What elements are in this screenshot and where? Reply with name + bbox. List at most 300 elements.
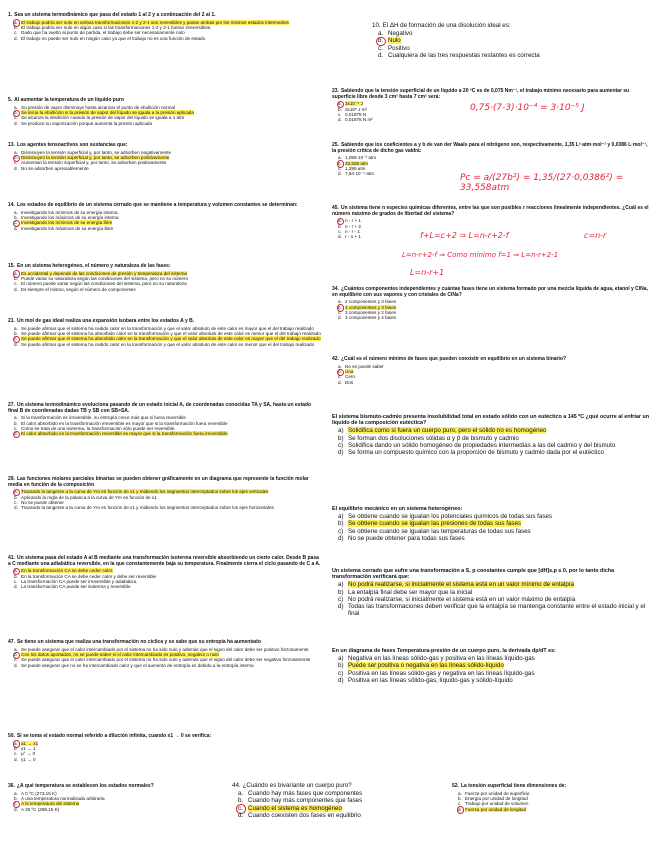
option-text: Trabajo por unidad de volumen bbox=[465, 801, 529, 807]
option-letter: b) bbox=[338, 434, 344, 442]
option-letter: a. bbox=[14, 646, 18, 652]
highlighted-answer-text: Solidifica como si fuera un cuerpo puro, pero el sólido no es homogéneo bbox=[348, 427, 547, 435]
option-letter: c. bbox=[14, 220, 21, 225]
highlighted-answer-text: Trazando la tangente a la curva de Ym en función de x1 y midiendo los segmentos interceptados sobre los ejes verticales bbox=[21, 489, 269, 495]
option-text: En la transformación CA se debe ceder calor y debe ser reversible bbox=[21, 573, 157, 579]
option-letter: d. bbox=[14, 120, 18, 126]
answer-option-c bbox=[338, 528, 650, 535]
option-letter: a. bbox=[14, 149, 18, 155]
answer-options bbox=[238, 790, 412, 819]
option-text: Solidifica dando un sólido homogéneo de propiedades intermedias a las del cadmio y del bismuto bbox=[348, 441, 616, 449]
highlighted-answer-text: Es accidental y depende de las condiciones de presión y temperatura del sistema bbox=[21, 270, 187, 276]
option-letter: d. bbox=[14, 662, 18, 668]
option-text: Energía por unidad de longitud bbox=[465, 796, 528, 801]
option-letter: b. bbox=[378, 37, 388, 44]
option-text: Negativa en las líneas sólido-gas y positiva en las líneas líquido-gas bbox=[348, 655, 535, 663]
question-text: El equilibrio mecánico en un sistema heterogéneo: bbox=[332, 506, 463, 512]
question-34 bbox=[332, 287, 650, 321]
option-text: Cuando coexisten dos fases en equilibrio bbox=[248, 811, 361, 819]
option-text: Positivo bbox=[388, 44, 410, 52]
answer-option-d bbox=[378, 52, 650, 59]
option-text: No se puede obtener para todas sus fases bbox=[348, 534, 465, 542]
question-44 bbox=[232, 782, 412, 819]
option-letter: d. bbox=[14, 806, 18, 812]
question-title bbox=[8, 203, 321, 209]
option-letter: a. bbox=[14, 489, 21, 494]
option-text: 1,059·10⁻³ atm bbox=[345, 155, 377, 161]
answer-options bbox=[338, 427, 650, 456]
option-letter: d. bbox=[14, 341, 18, 347]
answer-options bbox=[14, 568, 321, 590]
option-text: No se adsorben apreciablemente bbox=[21, 165, 89, 171]
question-title bbox=[332, 287, 650, 298]
highlighted-answer-text: 3x10⁻⁵ J bbox=[345, 101, 363, 107]
answer-option-d bbox=[14, 807, 208, 812]
option-letter: c. bbox=[14, 336, 21, 341]
answer-option-d bbox=[338, 677, 650, 684]
option-letter: c. bbox=[238, 805, 248, 812]
option-letter: b) bbox=[338, 520, 344, 528]
question-text: ¿A qué temperatura se establecen los estados normales? bbox=[16, 783, 154, 789]
answer-option-d bbox=[14, 166, 321, 171]
option-text: Se puede afirmar que el sistema ha cedido calor en la transformación y que el valor absoluto de este calor es menor que el del trabajo realizado bbox=[21, 341, 315, 347]
option-letter: a. bbox=[14, 20, 21, 25]
option-letter: b. bbox=[458, 796, 462, 801]
option-text: Disminuyen la tensión superficial y, por tanto, se adsorben negativamente bbox=[21, 149, 172, 155]
answer-options bbox=[338, 364, 650, 386]
option-letter: c. bbox=[14, 115, 18, 121]
answer-options bbox=[338, 513, 650, 542]
question-1 bbox=[8, 13, 321, 41]
option-text: Todas las transformaciones deben verificar que la entalpía se mantenga constante entre el estado inicial y el final bbox=[348, 603, 646, 618]
option-letter: c. bbox=[14, 160, 18, 166]
handwritten-q45-derivation: L=n-r+2-f ⇒ Como mínimo f=1 ⇒ L=n-r+2-1 bbox=[402, 251, 559, 259]
option-letter: a) bbox=[338, 581, 344, 589]
option-text: Aplicando la regla de la palanca a la curva de Ym en función de x1 bbox=[21, 494, 157, 500]
option-letter: b. bbox=[338, 305, 345, 310]
highlighted-answer-text: Cuando el sistema es homogéneo bbox=[248, 804, 342, 812]
answer-options bbox=[338, 299, 650, 321]
option-text: La transformación CA puede ser irreversible y adiabática bbox=[21, 579, 137, 584]
question-10 bbox=[372, 22, 650, 59]
option-letter: c) bbox=[338, 441, 344, 449]
option-text: No se puede saber bbox=[345, 363, 384, 369]
option-letter: b. bbox=[14, 25, 18, 30]
option-letter: b) bbox=[338, 588, 344, 596]
question-52 bbox=[452, 784, 648, 812]
option-letter: c. bbox=[14, 657, 18, 663]
answer-options bbox=[14, 20, 321, 42]
option-letter: b. bbox=[338, 223, 342, 229]
answer-option-d bbox=[14, 121, 321, 126]
option-letter: c) bbox=[338, 595, 344, 603]
question-sistema-cerrado bbox=[332, 568, 650, 617]
option-letter: c. bbox=[14, 751, 18, 757]
option-text: 7,84·10⁻⁴ atm bbox=[345, 171, 374, 177]
option-letter: a. bbox=[458, 790, 462, 796]
question-47 bbox=[8, 640, 321, 668]
question-title bbox=[232, 782, 412, 789]
question-title bbox=[8, 640, 321, 646]
option-letter: c. bbox=[14, 579, 18, 584]
question-text: Un mol de gas ideal realiza una expansión isobara entre los estados A y B. bbox=[16, 318, 195, 324]
highlighted-answer-text: Se inicia la ebullición si la presión de vapor del líquido se iguala a la presión aplicada bbox=[21, 110, 194, 115]
question-text: Las funciones molares parciales binarias se pueden obtener gráficamente en un diagrama que represente la función molar media en función de la composición bbox=[8, 476, 309, 488]
answer-options bbox=[14, 741, 321, 763]
answer-option-d bbox=[238, 812, 412, 819]
question-text: ¿Cuál es el número mínimo de fases que pueden coexistir en equilibrio en un sistema binario? bbox=[340, 356, 567, 362]
option-text: Puede variar su naturaleza según las condiciones del sistema, pero no su número bbox=[21, 276, 189, 281]
option-letter: c. bbox=[338, 310, 342, 315]
option-text: Cero bbox=[345, 374, 355, 380]
option-letter: b. bbox=[238, 797, 244, 805]
question-text: Un sistema pasa del estado A al B mediante una transformación isoterma reversible absorbiendo un cierto calor. Desde B pasa a C mediante una adiabática reversible, en la que constantemente baja su temperatura. Finalmente cierra el ciclo pasando de C a A. bbox=[8, 555, 321, 567]
handwritten-q23-calc: 0,75·(7-3)·10⁻⁴ = 3·10⁻⁵ J bbox=[470, 103, 585, 113]
option-text: Positiva en las líneas sólido-gas y negativa en las líneas líquido-gas bbox=[348, 669, 535, 677]
option-letter: d. bbox=[338, 171, 342, 177]
option-letter: d. bbox=[14, 431, 21, 436]
option-letter: d. bbox=[238, 811, 244, 819]
option-letter: a. bbox=[378, 30, 384, 38]
question-5 bbox=[8, 98, 321, 126]
option-text: Como se trata de una isoterma, la transformación sólo puede ser reversible. bbox=[21, 426, 176, 431]
question-21 bbox=[8, 319, 321, 347]
highlighted-answer-text: Fuerza por unidad de longitud bbox=[465, 806, 527, 812]
highlighted-answer-text: Una bbox=[345, 369, 354, 374]
option-text: Cualquiera de las tres respuestas restantes es correcta bbox=[388, 51, 540, 59]
option-text: 1,295 atm bbox=[345, 166, 366, 171]
question-title bbox=[8, 13, 321, 19]
question-title bbox=[8, 264, 321, 270]
option-text: Se obtiene cuando se igualan las temperaturas de todas sus fases bbox=[348, 527, 531, 535]
question-text: Al aumentar la temperatura de un líquido puro bbox=[14, 97, 124, 103]
option-letter: b. bbox=[338, 369, 345, 374]
question-number: 52. bbox=[452, 783, 459, 789]
option-letter: a. bbox=[338, 101, 345, 106]
question-title bbox=[8, 403, 321, 414]
answer-option-b bbox=[338, 520, 650, 527]
option-letter: c) bbox=[338, 669, 344, 677]
answer-options bbox=[14, 489, 321, 511]
option-letter: d. bbox=[14, 584, 18, 590]
question-text: Sea un sistema termodinámico que pasa del estado 1 al 2 y a continuación del 2 al 1. bbox=[14, 12, 216, 18]
option-letter: d. bbox=[14, 756, 18, 762]
question-36 bbox=[8, 784, 208, 812]
option-text: Positiva en las líneas sólido-gas, líquido-gas y sólido-líquido bbox=[348, 676, 513, 684]
question-text: ¿Cuántos componentes independientes y cuántas fases tiene un sistema formado por una mezcla líquida de agua, etanol y ClNa, en equilibrio con sus vapores y con cristales de ClNa? bbox=[332, 286, 648, 298]
highlighted-answer-text: No podrá realizarse, si inicialmente el sistema está en un valor mínimo de entalpía bbox=[348, 581, 574, 589]
answer-option-a bbox=[338, 513, 650, 520]
option-letter: a. bbox=[14, 271, 21, 276]
question-text: En un sistema heterogéneo, el número y naturaleza de las fases: bbox=[16, 263, 171, 269]
answer-options bbox=[458, 791, 648, 813]
option-letter: b. bbox=[14, 110, 21, 115]
question-27 bbox=[8, 403, 321, 437]
question-text: La tensión superficial tiene dimensiones de: bbox=[460, 783, 567, 789]
option-letter: d. bbox=[14, 505, 18, 511]
option-text: A 0 ºC (273,15 K) bbox=[21, 790, 57, 796]
option-text: n - r + 2 bbox=[345, 223, 361, 229]
option-text: γ1 → 0 bbox=[21, 756, 36, 762]
option-text: Se alcanza la ebullición cuando la presión de vapor del líquido se iguala a 1 atm bbox=[21, 115, 185, 121]
question-title bbox=[332, 206, 650, 217]
question-text: Un sistema termodinámico evoluciona pasando de un estado inicial A, de coordenadas conocidas TA y SA, hasta un estado final B de coordenadas dadas TB y SB con SB>SA. bbox=[8, 402, 312, 414]
option-letter: a) bbox=[338, 427, 344, 435]
answer-option-d bbox=[14, 663, 321, 668]
answer-option-b bbox=[338, 589, 650, 596]
option-letter: c. bbox=[458, 801, 462, 807]
option-text: Su presión de vapor disminuye hasta alcanzar el punto de ebullición normal bbox=[21, 104, 175, 110]
answer-option-c bbox=[338, 442, 650, 449]
option-text: Cuando hay más componentes que fases bbox=[248, 797, 363, 805]
option-text: Se puede asegurar que el calor intercambiado por el sistema no ha sido nulo y además que el signo del calor debe ser positivo forzosamente bbox=[21, 646, 309, 652]
option-text: 3 componentes y 4 fases bbox=[345, 315, 397, 321]
option-letter: b. bbox=[14, 215, 18, 220]
option-text: n - r - 1 bbox=[345, 229, 360, 234]
option-letter: c. bbox=[338, 374, 342, 380]
option-letter: c. bbox=[338, 112, 342, 117]
option-letter: b. bbox=[14, 494, 18, 500]
question-title bbox=[8, 477, 321, 488]
option-letter: d. bbox=[338, 315, 342, 321]
answer-option-a bbox=[338, 655, 650, 662]
option-text: El calor absorbido en la transformación irreversible es mayor que si la transformación fuera reversible bbox=[21, 420, 228, 426]
answer-options bbox=[14, 415, 321, 437]
option-letter: b. bbox=[338, 106, 342, 112]
option-text: Investigando los mínimos de su energía interna bbox=[21, 209, 118, 215]
option-letter: d) bbox=[338, 449, 344, 457]
answer-option-d bbox=[14, 342, 321, 347]
answer-option-d bbox=[338, 535, 650, 542]
question-title bbox=[372, 22, 650, 29]
answer-option-b bbox=[238, 797, 412, 804]
question-42 bbox=[332, 357, 650, 385]
option-letter: b. bbox=[14, 276, 18, 281]
option-text: Se puede asegurar que el calor intercambiado por el sistema no ha sido nulo y además que el signo del calor debe ser negativo forzosamente bbox=[21, 657, 311, 663]
highlighted-answer-text: A la temperatura del sistema bbox=[21, 801, 80, 807]
answer-option-d bbox=[458, 807, 648, 812]
option-text: r - n + 1 bbox=[345, 234, 361, 240]
option-text: Es siempre el mismo, según el número de componentes bbox=[21, 286, 136, 292]
option-text: A 25 ºC (298,15 K) bbox=[21, 806, 60, 812]
answer-option-b bbox=[338, 435, 650, 442]
question-text: Los agentes tensoactivos son sustancias que: bbox=[16, 142, 128, 148]
option-text: No se puede obtener bbox=[21, 500, 64, 505]
option-letter: b. bbox=[14, 746, 18, 751]
highlighted-answer-text: En la transformación CA se debe ceder calor. bbox=[21, 568, 114, 574]
option-letter: c. bbox=[14, 801, 21, 806]
option-letter: b. bbox=[14, 573, 18, 579]
option-letter: a) bbox=[338, 513, 344, 521]
question-number: 1. bbox=[8, 12, 13, 18]
option-text: γ1 → 1 bbox=[21, 746, 36, 751]
option-letter: d. bbox=[458, 807, 465, 812]
question-title bbox=[8, 143, 321, 149]
highlighted-answer-text: El trabajo podría ser nulo en ambas transformaciones 1-2 y 2-1 son reversibles y pasan ambas por los mismos estados intermedios bbox=[21, 19, 289, 25]
option-text: Dos bbox=[345, 379, 354, 385]
question-title bbox=[332, 506, 650, 512]
option-letter: c. bbox=[338, 229, 342, 234]
question-29 bbox=[8, 477, 321, 511]
option-text: Se obtiene cuando se igualan los potenciales químicos de todas sus fases bbox=[348, 513, 552, 521]
question-title bbox=[332, 357, 650, 363]
option-text: 3 componentes y 2 fases bbox=[345, 310, 397, 315]
option-letter: d) bbox=[338, 676, 344, 684]
answer-option-d bbox=[14, 36, 321, 41]
answer-options bbox=[14, 326, 321, 348]
question-number: 45. bbox=[332, 205, 339, 211]
question-title bbox=[8, 734, 321, 740]
option-letter: a. bbox=[338, 218, 345, 223]
answer-options bbox=[14, 210, 321, 232]
option-text: Dado que ha vuelto al punto de partida, el trabajo debe ser necesariamente nulo bbox=[21, 30, 185, 36]
option-letter: c. bbox=[14, 281, 18, 287]
question-number: 10. bbox=[372, 22, 381, 29]
answer-option-d bbox=[14, 226, 321, 231]
answer-option-d bbox=[14, 757, 321, 762]
answer-options bbox=[14, 105, 321, 127]
option-letter: b. bbox=[14, 331, 18, 336]
option-letter: c) bbox=[338, 527, 344, 535]
answer-options bbox=[14, 791, 208, 813]
question-title bbox=[332, 414, 650, 426]
option-text: Se produce su vaporización porque aumenta la presión aplicada bbox=[21, 120, 153, 126]
question-41 bbox=[8, 556, 321, 590]
highlighted-answer-text: 33,558 atm bbox=[345, 160, 368, 166]
answer-option-c bbox=[238, 805, 412, 812]
question-title bbox=[452, 784, 648, 790]
option-text: 3x10⁵ J m² bbox=[345, 106, 368, 112]
option-letter: a. bbox=[338, 299, 342, 305]
answer-option-c bbox=[338, 596, 650, 603]
option-text: Se forman dos disoluciones sólidas α y β de bismuto y cadmio bbox=[348, 434, 519, 442]
question-number: 44. bbox=[232, 782, 241, 789]
question-number: 50. bbox=[8, 733, 15, 739]
option-text: Cuando hay más fases que componentes bbox=[248, 790, 363, 798]
answer-option-d bbox=[338, 449, 650, 456]
option-letter: d. bbox=[378, 51, 384, 59]
question-text: El ΔH de formación de una disolución ideal es: bbox=[382, 22, 511, 29]
option-letter: d. bbox=[14, 286, 18, 292]
handwritten-q45-c: c=n-r bbox=[584, 231, 607, 240]
option-letter: d. bbox=[338, 234, 342, 240]
question-text: Un sistema cerrado que sufre una transformación a S, p constantes cumple que [dH]s,p ≤ 0, por lo tanto dicha transformación verificará que: bbox=[332, 568, 615, 581]
answer-option-a bbox=[338, 581, 650, 588]
option-letter: a. bbox=[14, 209, 18, 215]
answer-option-c bbox=[338, 670, 650, 677]
question-number: 42. bbox=[332, 356, 339, 362]
option-text: Se puede afirmar que el sistema ha absorbido calor en la transformación y que el valor absoluto de este calor es menor que el del trabajo realizado bbox=[21, 331, 321, 336]
question-title bbox=[332, 143, 650, 154]
question-title bbox=[8, 784, 208, 790]
question-number: 41. bbox=[8, 555, 15, 561]
option-letter: b. bbox=[338, 161, 345, 166]
question-15 bbox=[8, 264, 321, 292]
question-number: 21. bbox=[8, 318, 15, 324]
option-letter: a. bbox=[338, 363, 342, 369]
highlighted-answer-text: Puede ser positiva o negativa en las líneas sólido-líquido bbox=[348, 662, 504, 670]
option-letter: b. bbox=[14, 420, 18, 426]
option-text: Se puede asegurar que no se ha intercambiado calor y que el aumento de entropía es debido a la entropía interna bbox=[21, 662, 254, 668]
option-letter: b. bbox=[14, 652, 21, 657]
option-text: Si la transformación es irreversible, su entropía crece más que si fuera reversible bbox=[21, 415, 186, 421]
answer-options bbox=[14, 150, 321, 172]
option-text: Investigando los máximos de su energía interna bbox=[21, 215, 119, 220]
answer-option-b bbox=[338, 662, 650, 669]
answer-options bbox=[378, 30, 650, 59]
option-letter: a. bbox=[14, 325, 18, 331]
option-letter: a) bbox=[338, 655, 344, 663]
option-letter: b) bbox=[338, 662, 344, 670]
option-text: Se puede afirmar que el sistema ha cedido calor en la transformación y que el valor absoluto de este calor es mayor que el del trabajo realizado bbox=[21, 325, 314, 331]
option-letter: c. bbox=[14, 30, 18, 36]
highlighted-answer-text: Investigando los mínimos de su energía libre bbox=[21, 220, 113, 226]
answer-option-d bbox=[338, 603, 650, 617]
highlighted-answer-text: Con los datos aportados, no se puede saber si el calor intercambiado es positivo, negativo o nulo bbox=[21, 652, 219, 657]
answer-option-a bbox=[338, 427, 650, 434]
highlighted-answer-text: Disminuyen la tensión superficial y, por tanto, se adsorben positivamente bbox=[21, 155, 170, 160]
question-number: 13. bbox=[8, 142, 15, 148]
highlighted-answer-text: Se puede afirmar que el sistema ha absorbido calor en la transformación y que el valor absoluto de este calor es mayor que el del trabajo realizado bbox=[21, 336, 321, 342]
answer-option-b bbox=[378, 37, 650, 44]
option-text: Se forma un compuesto químico con la proporción de bismuto y cadmio dada por el eutéctico bbox=[348, 449, 604, 457]
option-text: 2 componentes y 3 fases bbox=[345, 299, 397, 305]
option-text: Negativo bbox=[388, 30, 413, 38]
answer-options bbox=[338, 581, 650, 617]
option-letter: a. bbox=[14, 741, 21, 746]
option-letter: a. bbox=[238, 790, 244, 798]
handwritten-q45-result: L=n-r+1 bbox=[410, 268, 445, 277]
answer-options bbox=[338, 655, 650, 684]
question-13 bbox=[8, 143, 321, 171]
option-text: El número puede variar según las condiciones del sistema, pero no su naturaleza bbox=[21, 281, 187, 287]
option-letter: c. bbox=[14, 426, 18, 431]
highlighted-answer-text: Se obtiene cuando se igualan las presiones de todas sus fases bbox=[348, 520, 522, 528]
question-number: 15. bbox=[8, 263, 15, 269]
option-letter: a. bbox=[14, 790, 18, 796]
option-letter: a. bbox=[14, 104, 18, 110]
option-letter: d. bbox=[338, 117, 342, 123]
option-text: Investigando los máximos de su energía libre bbox=[21, 225, 114, 231]
question-text: Sabiendo que los coeficientes a y b de van der Waals para el nitrógeno son, respectivamente, 1,35 L²·atm·mol⁻² y 0,0386 L·mol⁻¹, la presión crítica de dicho gas valdrá: bbox=[332, 142, 648, 154]
question-title bbox=[332, 89, 650, 100]
question-number: 36. bbox=[8, 783, 15, 789]
answer-option-d bbox=[14, 287, 321, 292]
answer-option-c bbox=[378, 45, 650, 52]
question-text: En un diagrama de fases Temperatura-presión de un cuerpo puro, la derivada dp/dT es: bbox=[332, 648, 556, 654]
question-text: Se tiene un sistema que realiza una transformación no cíclica y se sabe que su entropía ha aumentado bbox=[16, 639, 261, 645]
answer-option-a bbox=[238, 790, 412, 797]
option-text: El trabajo no puede ser nulo en ningún caso ya que el trabajo no es una función de estado bbox=[21, 35, 206, 41]
answer-options bbox=[14, 647, 321, 669]
question-number: 5. bbox=[8, 97, 13, 103]
question-14 bbox=[8, 203, 321, 231]
option-text: El trabajo podría ser nulo en algún caso si las transformaciones 1-2 y 2-1 fueran irreversibles. bbox=[21, 25, 212, 30]
option-letter: a. bbox=[14, 415, 18, 421]
answer-option-d bbox=[338, 117, 650, 122]
answer-option-d bbox=[338, 380, 650, 385]
question-text: El sistema bismuto-cadmio presenta insolubilidad total en estado sólido con un eutéctico a 145 ºC ¿qué ocurre al enfriar un líquido de la composición eutéctica? bbox=[332, 414, 650, 427]
question-number: 34. bbox=[332, 286, 339, 292]
option-letter: c. bbox=[338, 166, 342, 171]
option-text: La transformación CA puede ser isoterma y reversible bbox=[21, 584, 131, 590]
question-number: 14. bbox=[8, 202, 15, 208]
question-equilibrio-mecanico bbox=[332, 506, 650, 542]
option-letter: a. bbox=[338, 155, 342, 161]
option-letter: d) bbox=[338, 534, 344, 542]
option-text: Aumentan la tensión superficial y, por tanto, se adsorben positivamente bbox=[21, 160, 167, 166]
option-text: n - r + 1 bbox=[345, 218, 361, 224]
